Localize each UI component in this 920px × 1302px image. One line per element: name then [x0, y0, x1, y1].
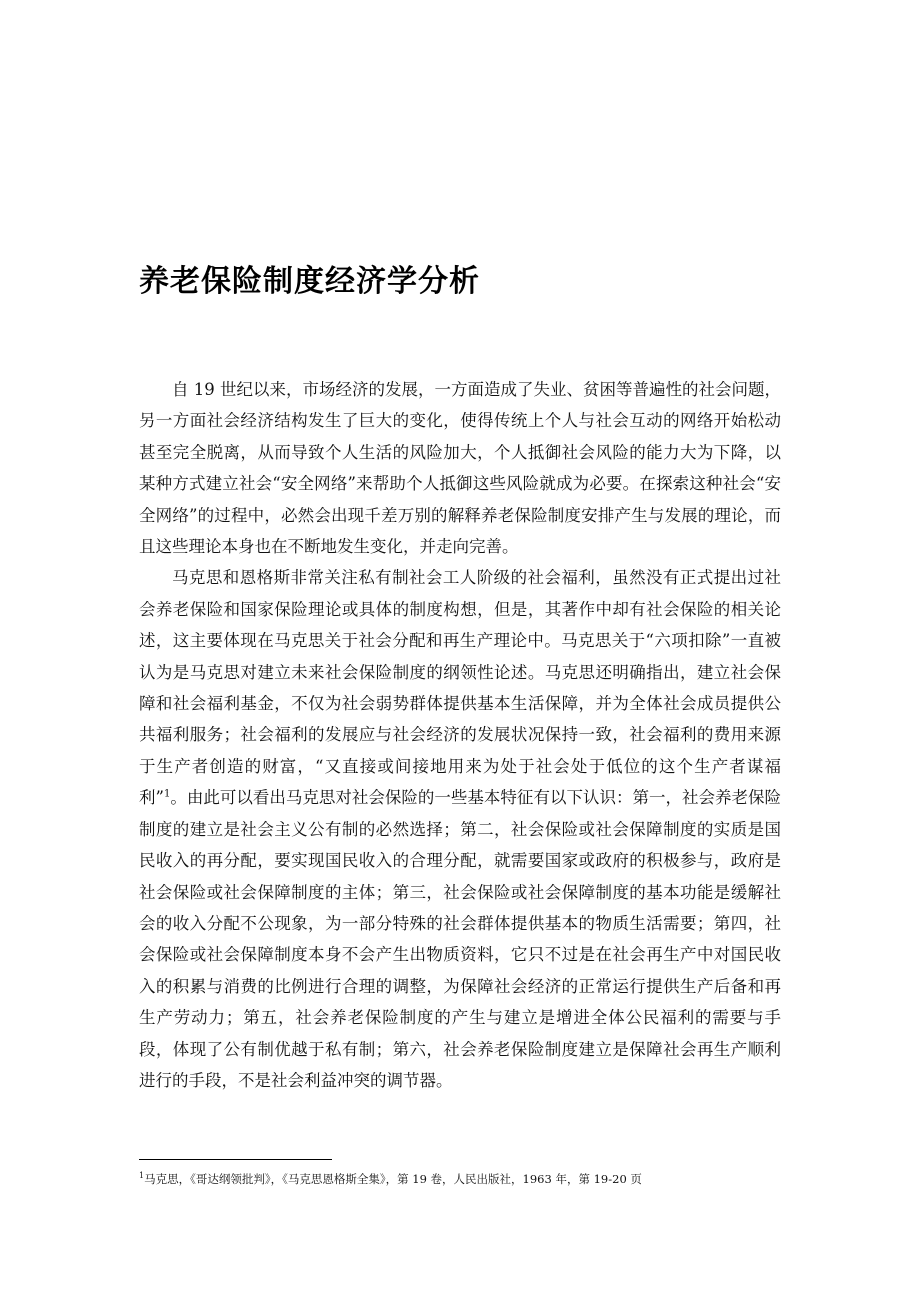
footnote-text: 马克思，《哥达纲领批判》，《马克思恩格斯全集》，第 19 卷，人民出版社，1963 年，第 19-20 页: [144, 1172, 642, 1186]
paragraph-2: [139, 562, 781, 1096]
footnote-divider: [139, 1159, 332, 1160]
document-body: [139, 374, 781, 1096]
paragraph-2-text-before-note: 马克思和恩格斯非常关注私有制社会工人阶级的社会福利，虽然没有正式提出过社会养老保险和国家保险理论或具体的制度构想，但是，其著作中却有社会保险的相关论述，这主要体现在马克思关于社会分配和再生产理论中。马克思关于“六项扣除”一直被认为是马克思对建立未来社会保险制度的纲领性论述。马克思还明确指出，建立社会保障和社会福利基金，不仅为社会弱势群体提供基本生活保障，并为全体社会成员提供公共福利服务；社会福利的发展应与社会经济的发展状况保持一致，社会福利的费用来源于生产者创造的财富，“又直接或间接地用来为处于社会处于低位的这个生产者谋福利”: [139, 568, 781, 808]
paragraph-2-text-after-note: 。由此可以看出马克思对社会保险的一些基本特征有以下认识：第一，社会养老保险制度的建立是社会主义公有制的必然选择；第二，社会保险或社会保障制度的实质是国民收入的再分配，要实现国民收入的合理分配，就需要国家或政府的积极参与，政府是社会保险或社会保障制度的主体；第三，社会保险或社会保障制度的基本功能是缓解社会的收入分配不公现象，为一部分特殊的社会群体提供基本的物质生活需要；第四，社会保险或社会保障制度本身不会产生出物质资料，它只不过是在社会再生产中对国民收入的积累与消费的比例进行合理的调整，为保障社会经济的正常运行提供生产后备和再生产劳动力；第五，社会养老保险制度的产生与建立是增进全体公民福利的需要与手段，体现了公有制优越于私有制；第六，社会养老保险制度建立是保障社会再生产顺利进行的手段，不是社会利益冲突的调节器。: [139, 788, 782, 1090]
footnote: [139, 1170, 781, 1188]
footnote-reference[interactable]: 1: [163, 788, 171, 800]
document-title: 养老保险制度经济学分析: [139, 264, 480, 299]
paragraph-1: 自 19 世纪以来，市场经济的发展，一方面造成了失业、贫困等普遍性的社会问题，另一方面社会经济结构发生了巨大的变化，使得传统上个人与社会互动的网络开始松动甚至完全脱离，从而导致个人生活的风险加大，个人抵御社会风险的能力大为下降，以某种方式建立社会“安全网络”来帮助个人抵御这些风险就成为必要。在探索这种社会“安全网络”的过程中，必然会出现千差万别的解释养老保险制度安排产生与发展的理论，而且这些理论本身也在不断地发生变化，并走向完善。: [139, 380, 781, 557]
footnote-mark: 1: [139, 1171, 145, 1181]
